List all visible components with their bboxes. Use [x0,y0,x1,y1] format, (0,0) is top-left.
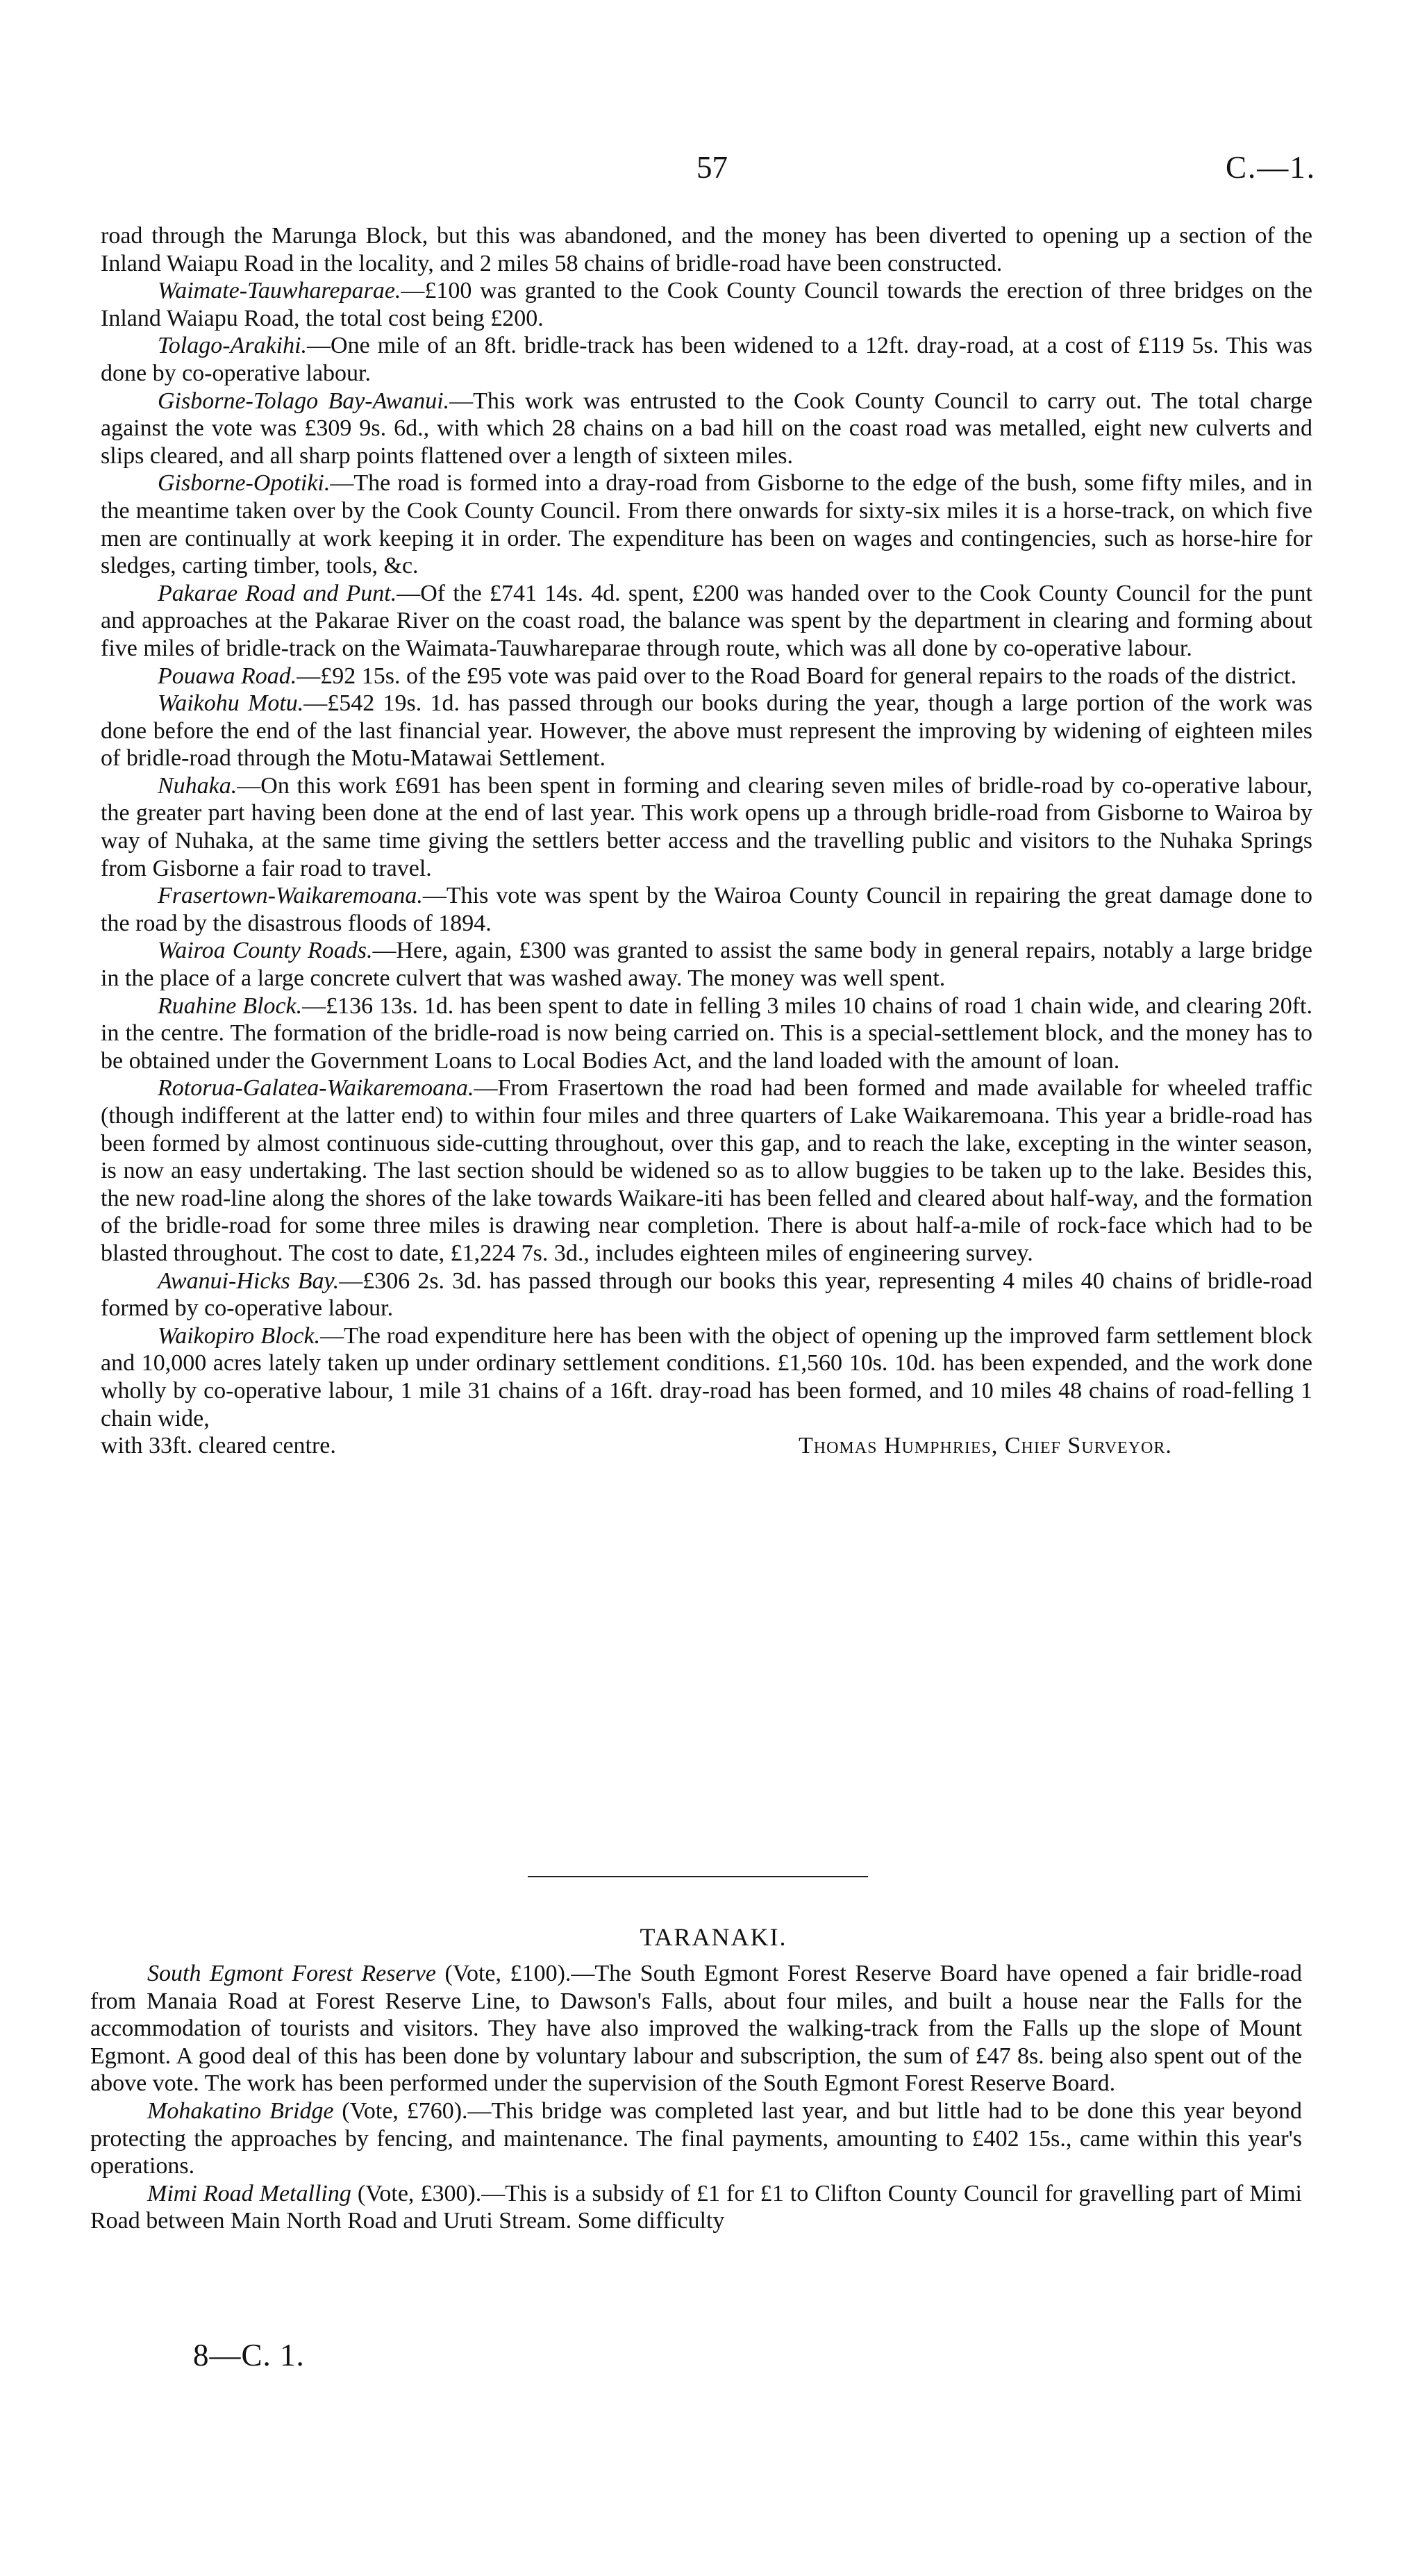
item-ruahine-block [101,992,1312,1075]
item-waimate-tauwhareparae [101,277,1312,332]
item-text: —This work was entrusted to the Cook County Council to carry out. The total charge against the vote was £309 9s. 6d., with which 28 chains on a bad hill on the coast road was metalled, eight new culverts and slips cleared, and all sharp points flattened over a length of sixteen miles. [101,388,1312,469]
item-south-egmont-forest-reserve [90,1960,1302,2097]
item-text: (Vote, £300).—This is a subsidy of £1 for £1 to Clifton County Council for gravelling part of Mimi Road between Main North Road and Uruti Stream. Some difficulty [90,2180,1302,2234]
item-mohakatino-bridge [90,2097,1302,2180]
item-title: Mimi Road Metalling [147,2180,351,2207]
item-title: Nuhaka. [158,772,237,799]
item-wairoa-county-roads [101,937,1312,992]
item-title: Gisborne-Tolago Bay-Awanui. [158,388,450,414]
item-awanui-hicks-bay [101,1268,1312,1322]
item-text: (Vote, £100).—The South Egmont Forest Reserve Board have opened a fair bridle-road from Manaia Road at Forest Reserve Line, to Dawson's Falls, about four miles, and built a house near the Falls for the accommodation of tourists and visitors. They have also improved the walking-track from the Falls up the slope of Mount Egmont. A good deal of this has been done by voluntary labour and subscription, the sum of £47 8s. being also spent out of the above vote. The work has been performed under the supervision of the South Egmont Forest Reserve Board. [90,1961,1302,2097]
item-title: Rotorua-Galatea-Waikaremoana. [158,1075,474,1102]
page-header [101,149,1316,191]
item-gisborne-opotiki [101,470,1312,579]
item-text: —£306 2s. 3d. has passed through our books this year, representing 4 miles 40 chains of bridle-road formed by co-operative labour. [101,1268,1312,1322]
item-mimi-road-metalling [90,2180,1302,2235]
item-text: —Of the £741 14s. 4d. spent, £200 was handed over to the Cook County Council for the punt and approaches at the Pakarae River on the coast road, the balance was spent by the department in clearing and forming about five miles of bridle-track on the Waimata-Tauwhareparae through route, which was all done by co-operative labour. [101,580,1312,661]
item-rotorua-galatea-waikaremoana [101,1074,1312,1267]
item-title: Pouawa Road. [158,663,297,689]
item-title: Tolago-Arakihi. [158,333,308,359]
item-text: —On this work £691 has been spent in forming and clearing seven miles of bridle-road by co-operative labour, the greater part having been done at the end of last year. This work opens up a through bridle-road from Gisborne to Wairoa by way of Nuhaka, at the same time giving the settlers better access and the travelling public and visitors to the Nuhaka Springs from Gisborne a fair road to travel. [101,772,1312,881]
document-reference: C.—1. [1225,150,1316,185]
item-title: Mohakatino Bridge [147,2097,334,2124]
item-text: —£92 15s. of the £95 vote was paid over to the Road Board for general repairs to the roads of the district. [297,663,1297,689]
item-gisborne-tolago-bay-awanui [101,388,1312,470]
item-waikohu-motu [101,690,1312,772]
item-text: —The road is formed into a dray-road from Gisborne to the edge of the bush, some fifty miles, and in the meantime taken over by the Cook County Council. From there onwards for sixty-six miles it is a horse-track, on which five men are continually at work keeping it in order. The expenditure has been on wages and contingencies, such as horse-hire for sledges, carting timber, tools, &c. [101,470,1312,579]
page-number: 57 [696,150,728,185]
item-text: —£542 19s. 1d. has passed through our books during the year, though a large portion of the work was done before the end of the last financial year. However, the above must represent the improving by widening of eighteen miles of bridle-road through the Motu-Matawai Settlement. [101,690,1312,772]
item-pouawa-road [101,663,1312,690]
item-text: —£136 13s. 1d. has been spent to date in felling 3 miles 10 chains of road 1 chain wide, and clearing 20ft. in the centre. The formation of the bridle-road is now being carried on. This is a special-settlement block, and the money has to be obtained under the Government Loans to Local Bodies Act, and the land loaded with the amount of loan. [101,992,1313,1074]
item-waikopiro-block [101,1322,1312,1432]
item-title: Ruahine Block. [158,992,303,1019]
item-text: —Here, again, £300 was granted to assist the same body in general repairs, notably a large bridge in the place of a large concrete culvert that was washed away. The money was well spent. [101,938,1312,992]
item-text: —This vote was spent by the Wairoa County Council in repairing the great damage done to the road by the disastrous floods of 1894. [101,883,1312,936]
hawkes-bay-section [101,222,1312,1460]
item-pakarae-road-and-punt [101,580,1312,663]
item-tolago-arakihi [101,332,1312,387]
taranaki-heading: TARANAKI. [640,1923,787,1951]
continued-paragraph: road through the Marunga Block, but this was abandoned, and the money has been diverted to opening up a section of the Inland Waiapu Road in the locality, and 2 miles 58 chains of bridle-road have been constructed. [101,223,1312,276]
item-text: —One mile of an 8ft. bridle-track has been widened to a 12ft. dray-road, at a cost of £119 5s. This was done by co-operative labour. [101,333,1312,386]
printer-signature-mark: 8—C. 1. [193,2338,305,2373]
item-frasertown-waikaremoana [101,882,1312,937]
item-title: South Egmont Forest Reserve [147,1961,436,1986]
item-title: Pakarae Road and Punt. [158,580,397,606]
surveyor-signature: Thomas Humphries, Chief Surveyor. [799,1433,1172,1459]
taranaki-section [90,1960,1302,2235]
item-title: Frasertown-Waikaremoana. [158,883,423,909]
item-title: Waikopiro Block. [158,1322,321,1349]
item-text: —£100 was granted to the Cook County Council towards the erection of three bridges on the Inland Waiapu Road, the total cost being £200. [101,278,1312,331]
item-nuhaka [101,772,1312,882]
item-text: —From Frasertown the road had been formed and made available for wheeled traffic (though indifferent at the latter end) to within four miles and three quarters of Lake Waikaremoana. This year a bridle-road has been formed by almost continuous side-cutting throughout, over this gap, and to reach the lake, excepting in the winter season, is now an easy undertaking. The last section should be widened so as to allow buggies to be taken up to the lake. Besides this, the new road-line along the shores of the lake towards Waikare-iti has been felled and cleared about half-way, and the formation of the bridle-road for some three miles is drawing near completion. There is about half-a-mile of rock-face which had to be blasted throughout. The cost to date, £1,224 7s. 3d., includes eighteen miles of engineering survey. [101,1075,1312,1266]
item-title: Waimate-Tauwhareparae. [158,278,401,304]
item-title: Waikohu Motu. [158,690,304,717]
item-text: (Vote, £760).—This bridge was completed last year, and but little had to be done this year beyond protecting the approaches by fencing, and maintenance. The final payments, amounting to £402 15s., came within this year's operations. [90,2097,1302,2179]
signature-line [101,1432,1312,1460]
section-divider [528,1876,868,1877]
item-title: Awanui-Hicks Bay. [158,1268,340,1294]
item-title: Wairoa County Roads. [158,938,373,964]
item-text: —The road expenditure here has been with the object of opening up the improved farm settlement block and 10,000 acres lately taken up under ordinary settlement conditions. £1,560 10s. 10d. has been expended, and the work done wholly by co-operative labour, 1 mile 31 chains of a 16ft. dray-road has been formed, and 10 miles 48 chains of road-felling 1 chain wide, [101,1322,1312,1431]
item-text-tail: with 33ft. cleared centre. [101,1433,336,1459]
item-title: Gisborne-Opotiki. [158,470,331,497]
